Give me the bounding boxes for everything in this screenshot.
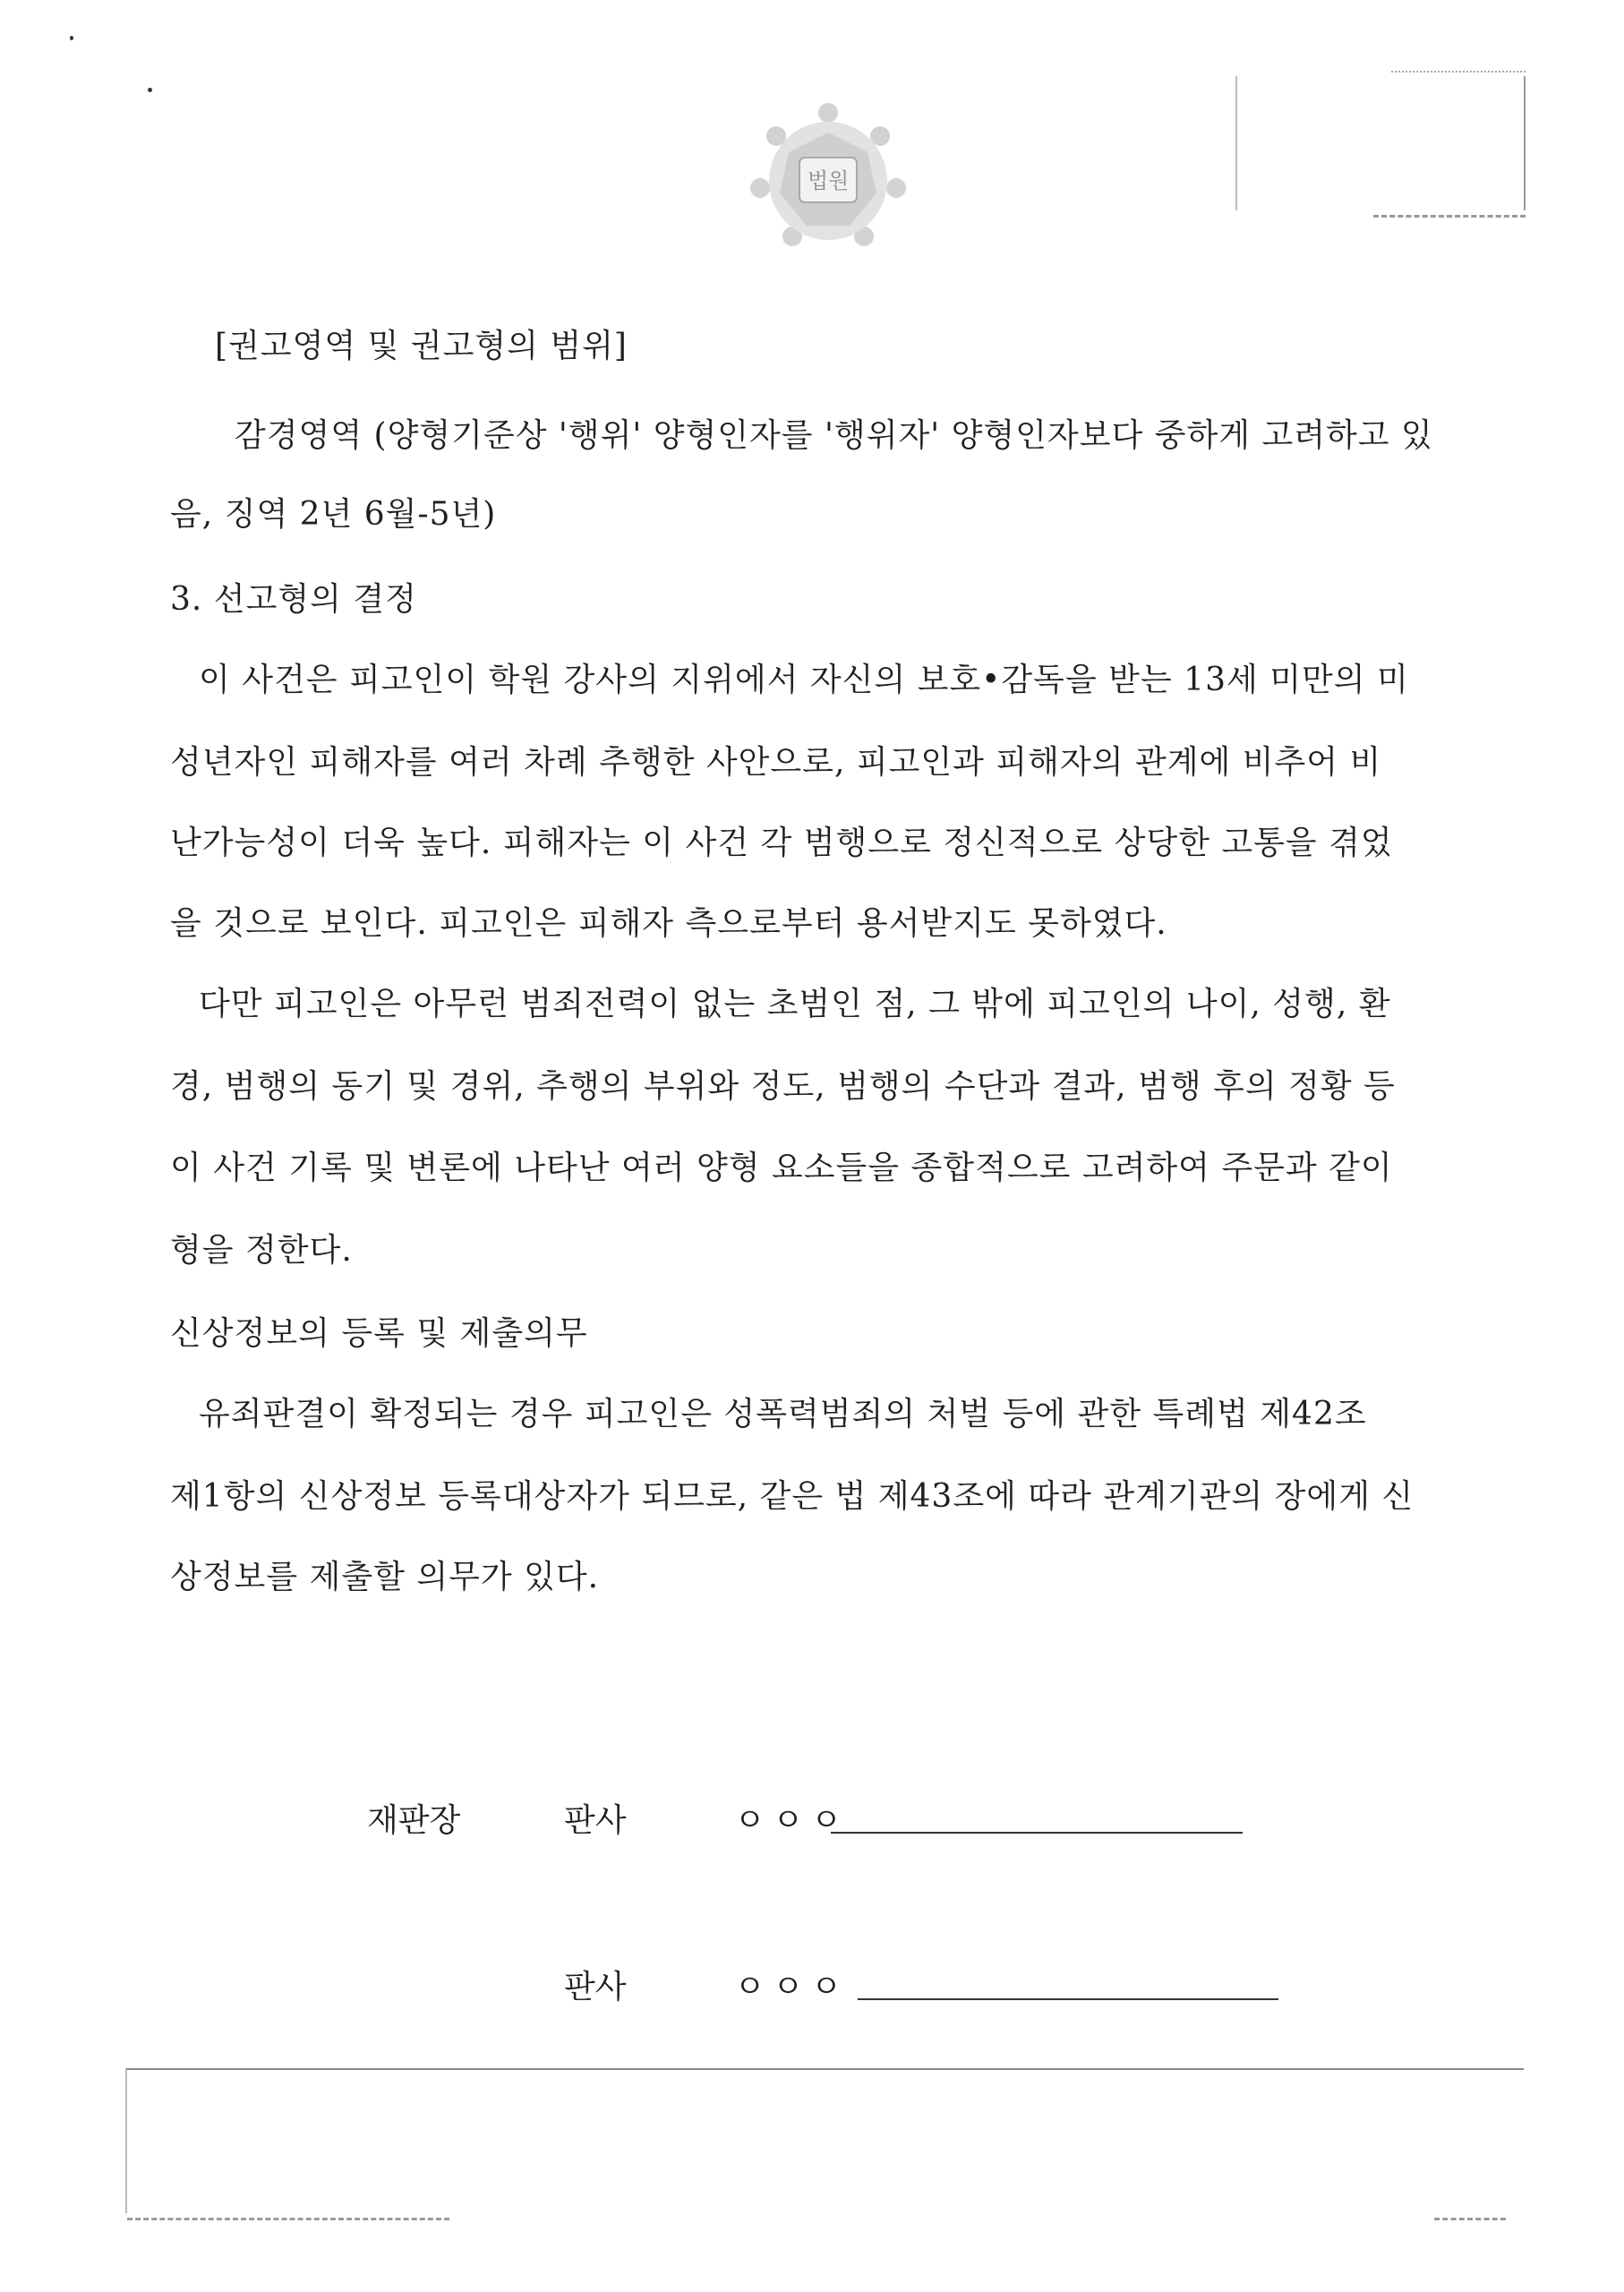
presiding-judge-label: 재판장	[367, 1802, 461, 1839]
heading-registration: 신상정보의 등록 및 제출의무	[170, 1315, 588, 1352]
registration-line-3: 상정보를 제출할 의무가 있다.	[170, 1559, 600, 1595]
registration-line-2: 제1항의 신상정보 등록대상자가 되므로, 같은 법 제43조에 따라 관계기관의 장에게 신	[170, 1478, 1415, 1515]
footer-box	[125, 2068, 1524, 2213]
aggravating-line-3: 난가능성이 더욱 높다. 피해자는 이 사건 각 범행으로 정신적으로 상당한 고통을 겪었	[170, 825, 1393, 861]
stamp-box-dashes	[1391, 71, 1526, 73]
judge-name: ㅇㅇㅇ	[734, 1802, 850, 1839]
court-emblem	[748, 98, 909, 260]
registration-line-1: 유죄판결이 확정되는 경우 피고인은 성폭력범죄의 처벌 등에 관한 특례법 제42조	[199, 1396, 1367, 1432]
mitigating-line-1: 다만 피고인은 아무런 범죄전력이 없는 초범인 점, 그 밖에 피고인의 나이, 성행, 환	[199, 986, 1391, 1022]
scan-speck	[70, 36, 73, 40]
heading-sentence-decision: 3. 선고형의 결정	[170, 581, 417, 618]
mitigating-line-3: 이 사건 기록 및 변론에 나타난 여러 양형 요소들을 종합적으로 고려하여 주문과 같이	[170, 1150, 1393, 1186]
signature-line	[858, 1998, 1278, 2000]
aggravating-line-1: 이 사건은 피고인이 학원 강사의 지위에서 자신의 보호•감독을 받는 13세 미만의 미	[199, 662, 1409, 698]
range-text-line-2: 음, 징역 2년 6월-5년)	[170, 496, 497, 533]
footer-box-dashes	[127, 2218, 449, 2220]
heading-recommended-range: [권고영역 및 권고형의 범위]	[215, 328, 628, 364]
mitigating-line-4: 형을 정한다.	[170, 1232, 353, 1269]
footer-box-dashes	[1434, 2218, 1506, 2220]
aggravating-line-2: 성년자인 피해자를 여러 차례 추행한 사안으로, 피고인과 피해자의 관계에 비추어 비	[170, 744, 1382, 781]
emblem-label: 법원	[807, 168, 850, 193]
signature-line	[831, 1832, 1243, 1834]
judge-title: 판사	[564, 1969, 627, 2006]
judge-name: ㅇㅇㅇ	[734, 1969, 850, 2006]
aggravating-line-4: 을 것으로 보인다. 피고인은 피해자 측으로부터 용서받지도 못하였다.	[170, 905, 1167, 942]
stamp-box-dashes	[1373, 215, 1526, 218]
stamp-box	[1235, 76, 1526, 210]
scan-speck	[148, 88, 152, 92]
judge-title: 판사	[564, 1802, 627, 1839]
mitigating-line-2: 경, 범행의 동기 및 경위, 추행의 부위와 정도, 범행의 수단과 결과, 범행 후의 정황 등	[170, 1068, 1396, 1105]
range-text-line-1: 감경영역 (양형기준상 '행위' 양형인자를 '행위자' 양형인자보다 중하게 고려하고 있	[235, 417, 1433, 454]
